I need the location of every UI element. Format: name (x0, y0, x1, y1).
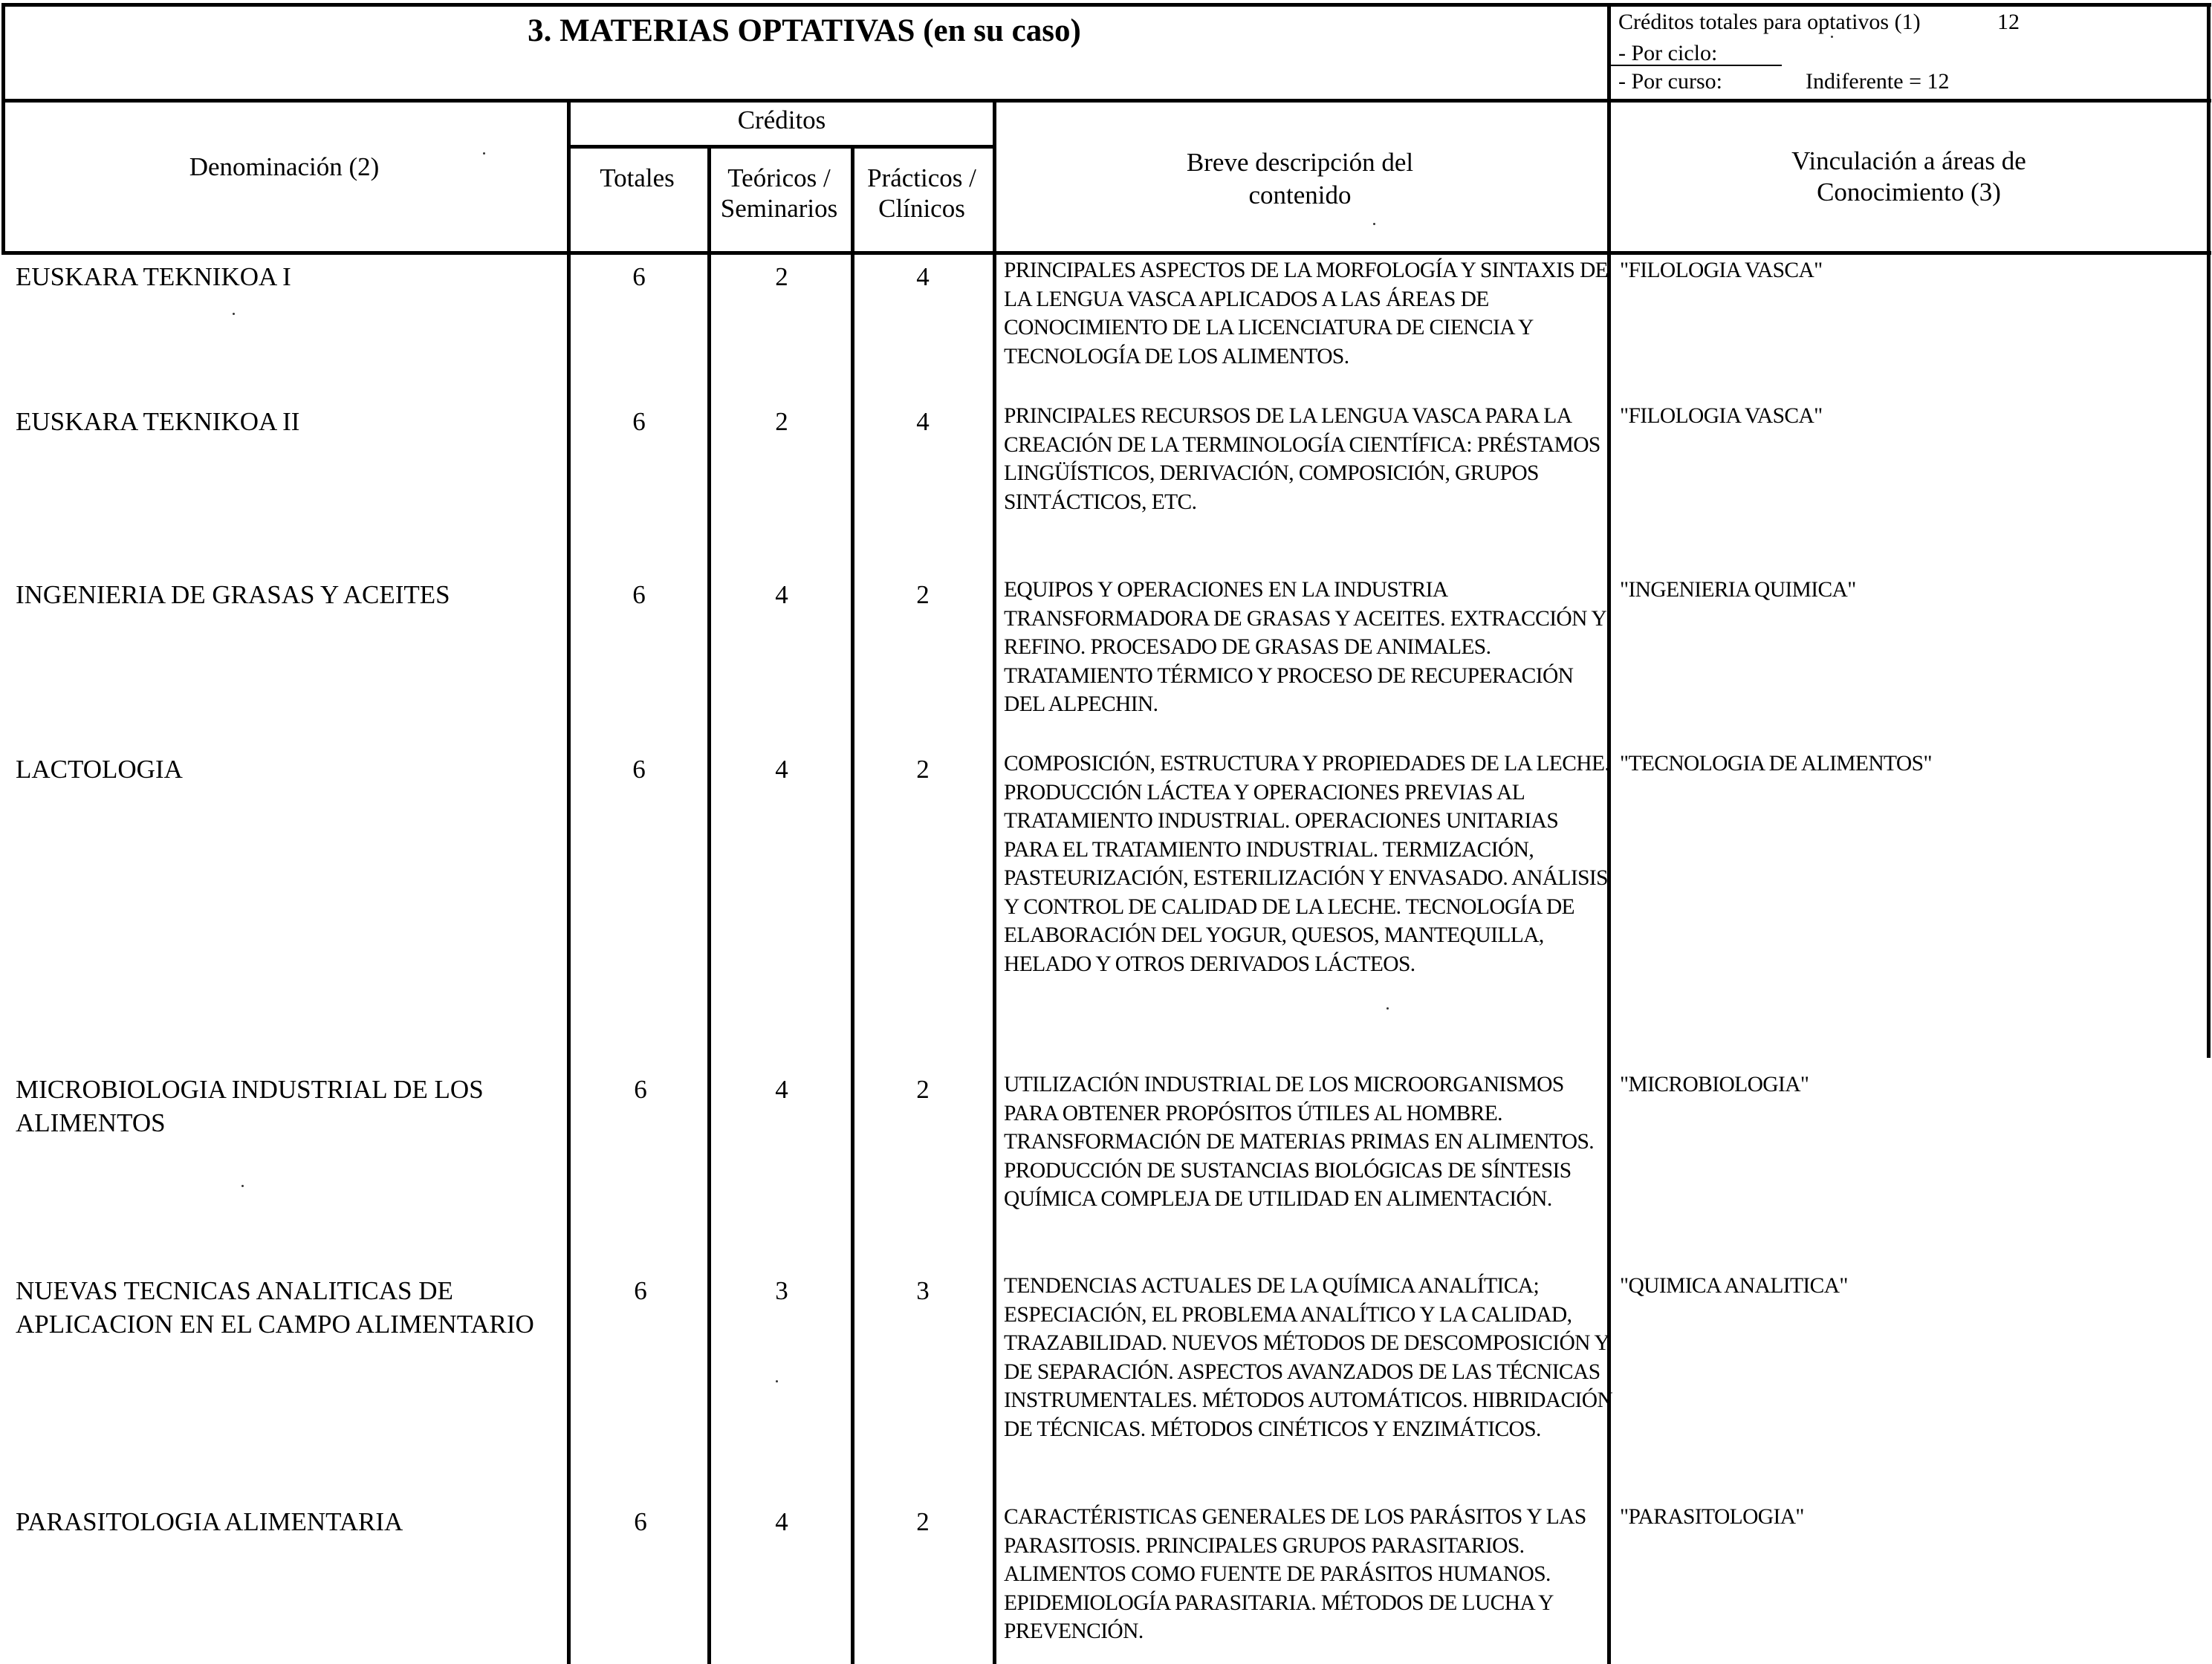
table-row-practicos: 3 (916, 1276, 930, 1305)
scan-speck (1386, 1007, 1389, 1010)
header-practicos: Prácticos / (867, 163, 976, 192)
scan-speck (1831, 36, 1833, 38)
credits-total-value: 12 (1997, 10, 2020, 34)
table-row-area: "FILOLOGIA VASCA" (1620, 404, 1823, 428)
table-row-teoricos: 2 (775, 262, 788, 291)
header-descripcion: Breve descripción del (1186, 148, 1414, 177)
table-row-name: MICROBIOLOGIA INDUSTRIAL DE LOS ALIMENTOS (16, 1075, 484, 1137)
table-row-totales: 6 (632, 407, 646, 436)
table-row-description: COMPOSICIÓN, ESTRUCTURA Y PROPIEDADES DE LA LECHE. PRODUCCIÓN LÁCTEA Y OPERACIONES PREVIAS AL TRATAMIENTO INDUSTRIAL. OPERACIONES UNITARIAS PARA EL TRATAMIENTO INDUSTRIAL. TERMIZACIÓN, PASTEURIZACIÓN, ESTERILIZACIÓN Y ENVASADO. ANÁLISIS Y CONTROL DE CALIDAD DE LA LECHE. TECNOLOGÍA DE ELABORACIÓN DEL YOGUR, QUESOS, MANTEQUILLA, HELADO Y OTROS DERIVADOS LÁCTEOS. (1004, 752, 1610, 976)
creditos-subheader-line (567, 145, 996, 149)
table-row-area: "QUIMICA ANALITICA" (1620, 1274, 1848, 1298)
table-row-teoricos: 4 (775, 580, 788, 609)
col-totales-left (567, 99, 571, 1664)
table-row-description: PRINCIPALES ASPECTOS DE LA MORFOLOGÍA Y SINTAXIS DE LA LENGUA VASCA APLICADOS A LAS ÁREAS DE CONOCIMIENTO DE LA LICENCIATURA DE CIENCIA Y TECNOLOGÍA DE LOS ALIMENTOS. (1004, 259, 1609, 368)
header-creditos: Créditos (737, 105, 826, 134)
table-row-description: PRINCIPALES RECURSOS DE LA LENGUA VASCA PARA LA CREACIÓN DE LA TERMINOLOGÍA CIENTÍFICA: PRÉSTAMOS LINGÜÍSTICOS, DERIVACIÓN, COMPOSICIÓN, GRUPOS SINTÁCTICOS, ETC. (1004, 404, 1600, 514)
table-row-totales: 6 (632, 580, 646, 609)
header-teoricos: Teóricos / (727, 163, 831, 192)
credits-per-course-value: Indiferente = 12 (1806, 69, 1950, 94)
table-row-area: "TECNOLOGIA DE ALIMENTOS" (1620, 752, 1932, 776)
scan-speck (233, 313, 235, 315)
scan-speck (1373, 223, 1375, 225)
header-vinculacion: Vinculación a áreas de (1791, 146, 2026, 175)
table-row-name: EUSKARA TEKNIKOA II (16, 407, 300, 436)
creditos-header-top (567, 99, 996, 103)
table-row-name: PARASITOLOGIA ALIMENTARIA (16, 1507, 403, 1536)
table-row-teoricos: 3 (775, 1276, 788, 1305)
page-title: 3. MATERIAS OPTATIVAS (en su caso) (528, 13, 1081, 48)
table-row-teoricos: 4 (775, 1075, 788, 1104)
scan-speck (483, 152, 485, 155)
table-row-teoricos: 2 (775, 407, 788, 436)
table-row-teoricos: 4 (775, 755, 788, 784)
scan-speck (241, 1185, 244, 1187)
header-descripcion-cont: contenido (1248, 181, 1352, 209)
table-row-practicos: 2 (916, 1075, 930, 1104)
header-totales: Totales (600, 163, 675, 192)
table-row-practicos: 4 (916, 262, 930, 291)
table-row-totales: 6 (632, 262, 646, 291)
table-row-description: CARACTÉRISTICAS GENERALES DE LOS PARÁSITOS Y LAS PARASITOSIS. PRINCIPALES GRUPOS PARASITARIOS. ALIMENTOS COMO FUENTE DE PARÁSITOS HUMANOS. EPIDEMIOLOGÍA PARASITARIA. MÉTODOS DE LUCHA Y PREVENCIÓN. (1004, 1505, 1586, 1643)
col-teoricos-left (707, 145, 711, 1664)
col-descripcion-left (993, 99, 996, 1664)
table-row-name: EUSKARA TEKNIKOA I (16, 262, 291, 291)
credits-per-cycle-label: - Por ciclo: (1618, 41, 1718, 65)
table-row-description: UTILIZACIÓN INDUSTRIAL DE LOS MICROORGANISMOS PARA OBTENER PROPÓSITOS ÚTILES AL HOMBRE. TRANSFORMACIÓN DE MATERIAS PRIMAS EN ALIMENTOS. PRODUCCIÓN DE SUSTANCIAS BIOLÓGICAS DE SÍNTESIS QUÍMICA COMPLEJA DE UTILIDAD EN ALIMENTACIÓN. (1004, 1073, 1595, 1211)
table-row-description: TENDENCIAS ACTUALES DE LA QUÍMICA ANALÍTICA; ESPECIACIÓN, EL PROBLEMA ANALÍTICO Y LA CALIDAD, TRAZABILIDAD. NUEVOS MÉTODOS DE DESCOMPOSICIÓN Y DE SEPARACIÓN. ASPECTOS AVANZADOS DE LAS TÉCNICAS INSTRUMENTALES. MÉTODOS AUTOMÁTICOS. HIBRIDACIÓN DE TÉCNICAS. MÉTODOS CINÉTICOS Y ENZIMÁTICOS. (1004, 1274, 1613, 1441)
table-row-totales: 6 (634, 1276, 647, 1305)
table-top-border (1, 3, 2211, 7)
header-denominacion: Denominación (2) (189, 152, 380, 181)
table-row-totales: 6 (634, 1507, 647, 1536)
table-row-name: INGENIERIA DE GRASAS Y ACEITES (16, 580, 450, 609)
table-row-practicos: 4 (916, 407, 930, 436)
table-right-border (2207, 3, 2211, 1058)
credits-total-label: Créditos totales para optativos (1) (1618, 10, 1921, 34)
table-row-practicos: 2 (916, 755, 930, 784)
table-row-area: "MICROBIOLOGIA" (1620, 1073, 1809, 1096)
title-row-border (1, 99, 2211, 103)
table-row-area: "PARASITOLOGIA" (1620, 1505, 1804, 1529)
table-row-description: EQUIPOS Y OPERACIONES EN LA INDUSTRIA TRANSFORMADORA DE GRASAS Y ACEITES. EXTRACCIÓN Y REFINO. PROCESADO DE GRASAS DE ANIMALES. TRATAMIENTO TÉRMICO Y PROCESO DE RECUPERACIÓN DEL ALPECHIN. (1004, 578, 1606, 716)
table-row-area: "FILOLOGIA VASCA" (1620, 259, 1823, 282)
table-row-practicos: 2 (916, 1507, 930, 1536)
table-row-practicos: 2 (916, 580, 930, 609)
table-row-area: "INGENIERIA QUIMICA" (1620, 578, 1856, 602)
table-row-name: LACTOLOGIA (16, 755, 183, 784)
table-row-name: NUEVAS TECNICAS ANALITICAS DE APLICACION EN EL CAMPO ALIMENTARIO (16, 1276, 534, 1339)
header-clinicos: Clínicos (878, 194, 965, 223)
scan-speck (776, 1380, 778, 1382)
credits-per-course-label: - Por curso: (1618, 69, 1722, 94)
header-vinculacion-cont: Conocimiento (3) (1817, 178, 2001, 207)
table-row-totales: 6 (632, 755, 646, 784)
header-seminarios: Seminarios (720, 194, 838, 223)
table-row-teoricos: 4 (775, 1507, 788, 1536)
col-practicos-left (851, 145, 854, 1664)
table-row-totales: 6 (634, 1075, 647, 1104)
header-row-border (1, 251, 2211, 255)
